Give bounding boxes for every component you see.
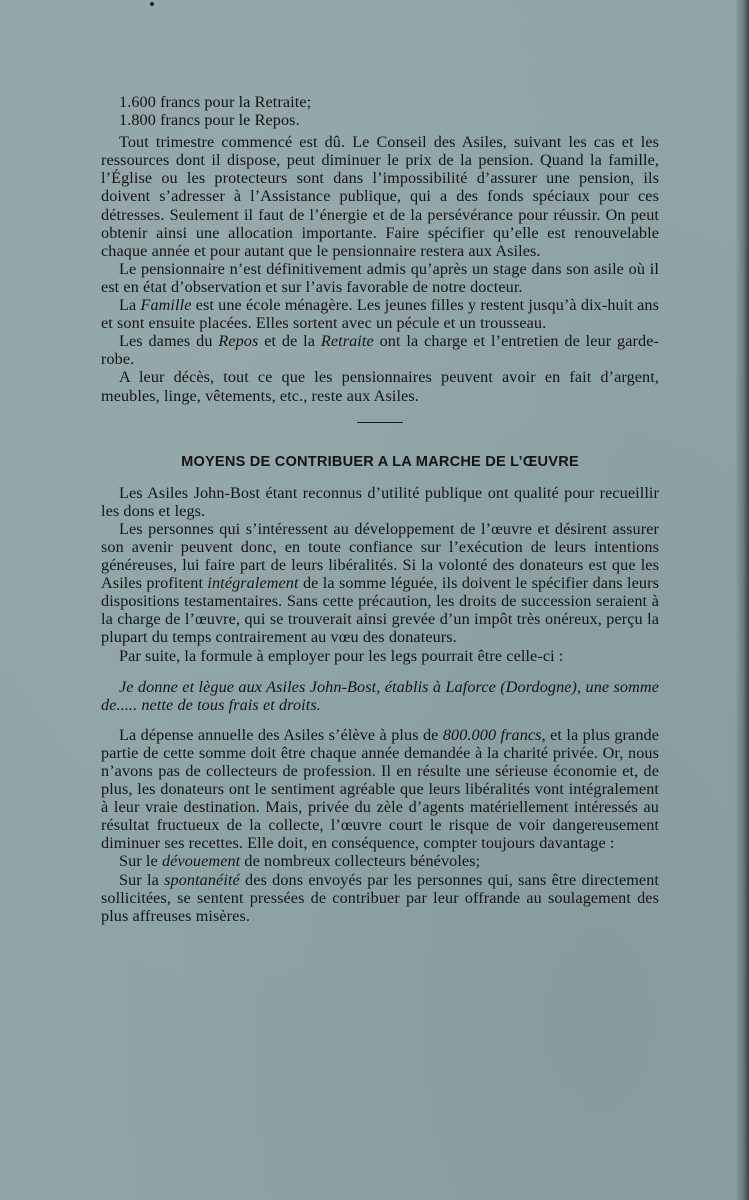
- emphasis-devouement: dévouement: [161, 852, 241, 871]
- ink-speck: [150, 2, 154, 6]
- paragraph-dames: Les dames du Repos et de la Retraite ont la charge et l’entretien de leur garde-robe.: [101, 332, 659, 369]
- paragraph-trimestre: Tout trimestre commencé est dû. Le Conseil des Asiles, suivant les cas et les ressources dont il dispose, peut diminuer le prix de la pension. Quand la famille, l’Église ou les protecteurs sont dans l’impossibilité d’assurer une pension, ils doivent s’adresser à l’Assistance publique, qui a des fonds spéciaux pour ces détresses. Seulement il faut de l’énergie et de la persévérance pour réussir. On peut obtenir ainsi une allocation importante. Faire spécifier qu’elle est renouvelable chaque année et pour autant que le pensionnaire restera aux Asiles.: [101, 133, 659, 260]
- paragraph-personnes: Les personnes qui s’intéressent au développement de l’œuvre et désirent assurer son avenir peuvent donc, en toute confiance sur l’exécution de leurs intentions généreuses, lui faire part de leurs libéralités. Si la volonté des donateurs est que les Asiles profitent intégralement de la somme léguée, ils doivent le spécifier dans leurs dispositions testamentaires. Sans cette précaution, les droits de succession seraient à la charge de l’œuvre, qui se trouverait ainsi grevée d’un impôt très onéreux, perçu la plupart du temps contrairement au vœu des donateurs.: [101, 519, 659, 647]
- paragraph-famille: La Famille est une école ménagère. Les jeunes filles y restent jusqu’à dix-huit ans et sont ensuite placées. Elles sortent avec un pécule et un trousseau.: [101, 296, 659, 333]
- emphasis-famille: Famille: [140, 296, 192, 315]
- paragraph-deces: A leur décès, tout ce que les pensionnaires peuvent avoir en fait d’argent, meubles, linge, vêtements, etc., reste aux Asiles.: [101, 368, 659, 405]
- legacy-formula: Je donne et lègue aux Asiles John-Bost, établis à Laforce (Dordogne), une somme de..... nette de tous frais et droits.: [101, 677, 659, 714]
- paragraph-spontaneite: Sur la spontanéité des dons envoyés par les personnes qui, sans être directement sollicitées, se sentent pressées de contribuer par leur offrande au soulagement des plus affreuses misères.: [101, 870, 659, 925]
- emphasis-spontaneite: spontanéité: [164, 870, 240, 889]
- price-line-repos: 1.800 francs pour le Repos.: [119, 111, 300, 130]
- paragraph-utilite: Les Asiles John-Bost étant reconnus d’utilité publique ont qualité pour recueillir les dons et legs.: [101, 483, 659, 520]
- emphasis-amount: 800.000 francs: [442, 725, 542, 744]
- page-edge-shadow: [735, 0, 749, 1200]
- paragraph-pensionnaire: Le pensionnaire n’est définitivement admis qu’après un stage dans son asile où il est en état d’observation et sur l’avis favorable de notre docteur.: [101, 259, 659, 296]
- paragraph-depense: La dépense annuelle des Asiles s’élève à plus de 800.000 francs, et la plus grande partie de cette somme doit être chaque année demandée à la charité privée. Or, nous n’avons pas de collecteurs de profession. Il en résulte une sérieuse économie et, de plus, les donateurs ont le sentiment agréable que leurs libéralités vont intégralement à leur vraie destination. Mais, privée du zèle d’agents matériellement intéressés au résultat fructueux de la collecte, l’œuvre court le risque de voir dangereusement diminuer ses recettes. Elle doit, en conséquence, compter toujours davantage :: [101, 725, 659, 853]
- price-line-retraite: 1.600 francs pour la Retraite;: [119, 93, 312, 111]
- paragraph-devouement: Sur le dévouement de nombreux collecteurs bénévoles;: [119, 852, 481, 871]
- emphasis-retraite: Retraite: [320, 332, 374, 351]
- emphasis-integralement: intégralement: [207, 574, 299, 593]
- section-heading: MOYENS DE CONTRIBUER A LA MARCHE DE L’ŒUVRE: [181, 453, 579, 470]
- page-body: [101, 93, 659, 925]
- section-divider: [357, 422, 403, 423]
- paragraph-suite: Par suite, la formule à employer pour les legs pourrait être celle-ci :: [119, 646, 564, 665]
- emphasis-repos: Repos: [218, 332, 259, 351]
